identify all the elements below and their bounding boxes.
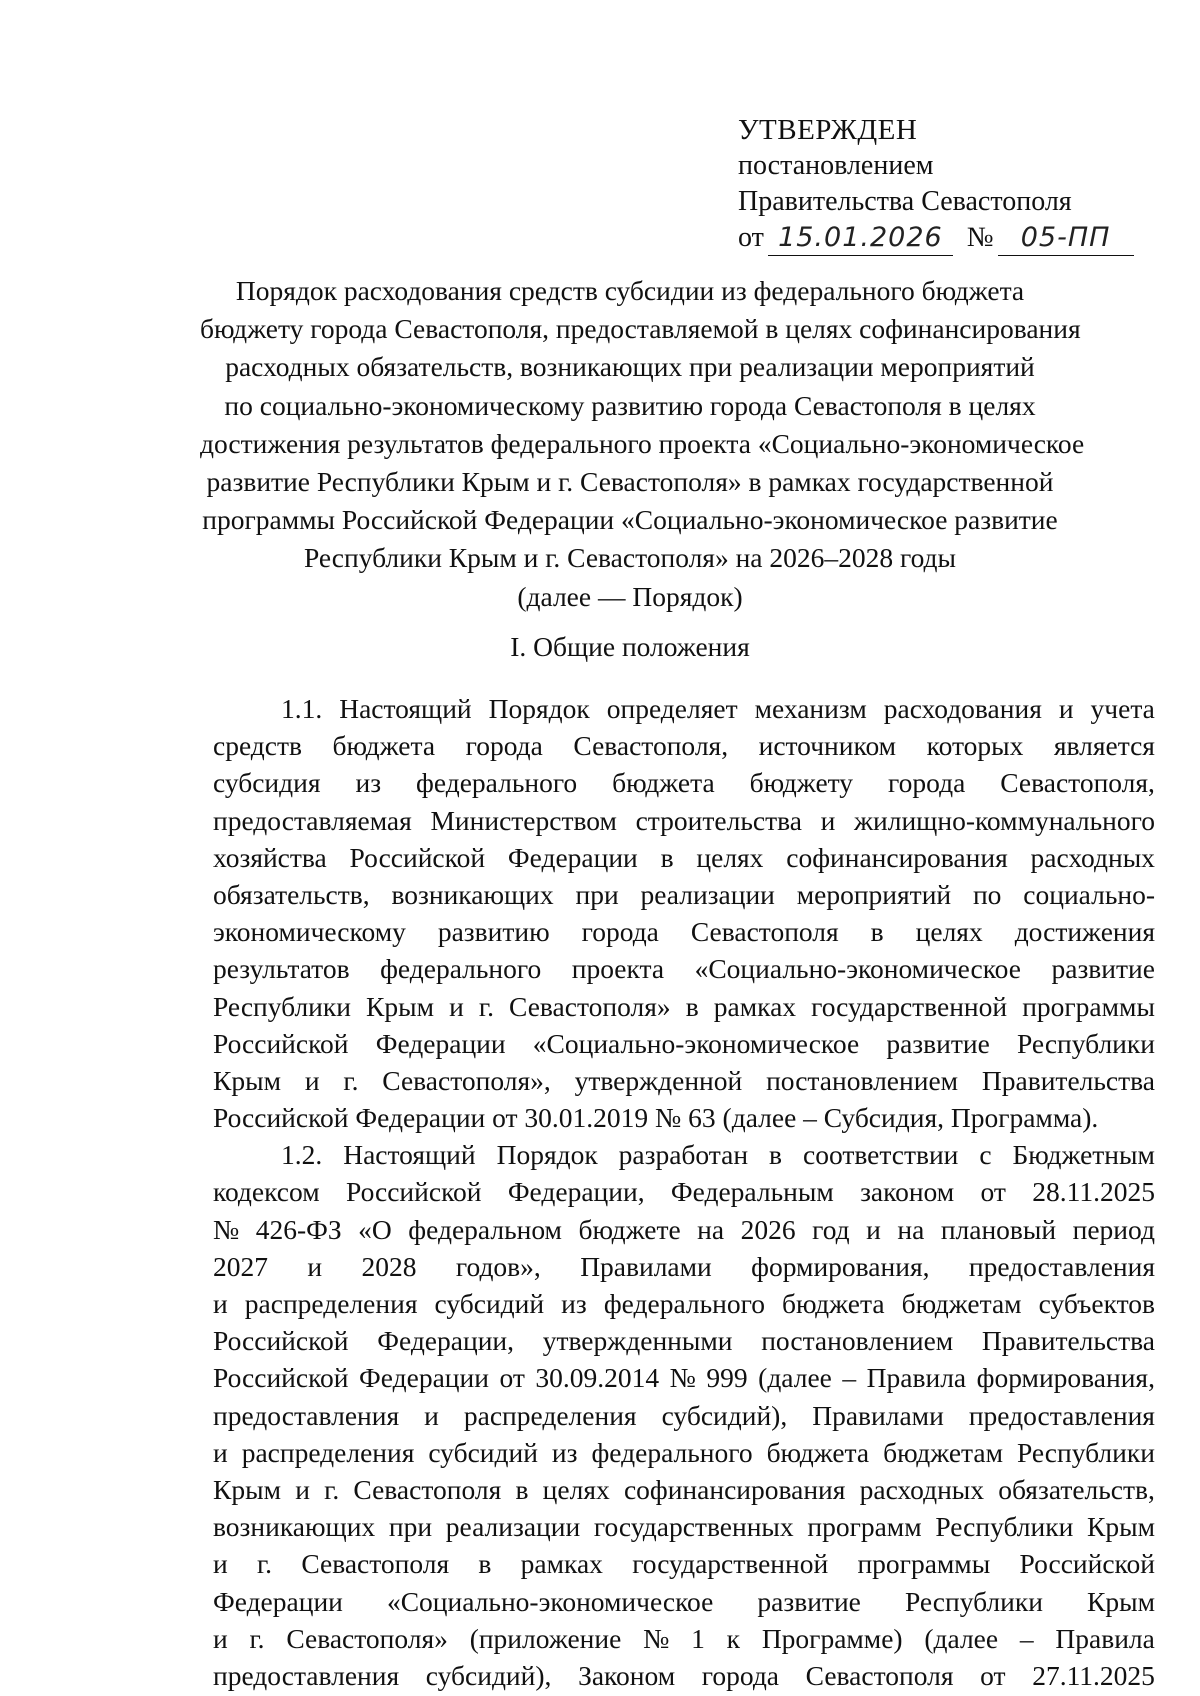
word: Программе) — [761, 1622, 903, 1654]
body-line — [213, 988, 1155, 1025]
body-line — [213, 1545, 1155, 1582]
body-line — [213, 802, 1155, 839]
word: расходных — [1030, 841, 1155, 873]
body-line — [213, 1508, 1155, 1545]
word: в — [685, 990, 699, 1022]
word: Крым — [213, 1473, 281, 1505]
word: Севастополя, — [573, 730, 729, 762]
word: субсидий — [428, 1436, 538, 1468]
title-line: Порядок расходования средств субсидии из федерального бюджета — [235, 275, 1025, 306]
word: возникающих — [391, 878, 554, 910]
word: Правительства — [981, 1064, 1155, 1096]
word: Российской — [213, 1325, 349, 1357]
word: по — [972, 878, 1002, 910]
handwritten-date: 15.01.2026 — [778, 222, 943, 253]
word: в — [870, 916, 884, 948]
word: города — [465, 730, 543, 762]
word: 2026 — [740, 1213, 796, 1245]
word: Республики — [904, 1585, 1043, 1617]
word: государственной — [811, 990, 1008, 1022]
word: софинансирования — [623, 1473, 846, 1505]
word: средств — [213, 730, 302, 762]
word: при — [388, 1511, 433, 1543]
word: бюджетам — [901, 1288, 1022, 1319]
word: мероприятий — [796, 878, 952, 910]
number-field — [998, 223, 1134, 256]
word: целях — [915, 916, 983, 948]
body-line — [213, 913, 1155, 950]
word: расходования — [883, 693, 1042, 724]
word: в — [660, 841, 674, 873]
word: распределения — [463, 1399, 637, 1431]
word: субсидий), — [425, 1659, 552, 1691]
word: Севастополя, — [1000, 767, 1155, 799]
word: проекта — [571, 953, 665, 985]
word: «Социально-экономическое — [694, 953, 1021, 985]
word: и — [1058, 693, 1074, 724]
word: № — [643, 1622, 670, 1654]
document-body — [213, 690, 1155, 1694]
word: и — [424, 1399, 439, 1431]
word: и — [307, 1250, 323, 1282]
body-line — [213, 876, 1155, 913]
word: субсидия — [213, 767, 321, 799]
word: Севастополя — [805, 1659, 954, 1691]
word: федерального — [416, 767, 578, 799]
word: результатов — [213, 953, 350, 985]
body-line — [213, 1062, 1155, 1099]
title-line: Республики Крым и г. Севастополя» на 2026–2028 годы — [303, 542, 957, 574]
word: расходных — [859, 1473, 985, 1505]
word: бюджете — [578, 1213, 681, 1245]
word: от — [980, 1659, 1006, 1691]
word: Российской — [1019, 1548, 1155, 1580]
word: Правилами — [812, 1399, 944, 1431]
document-title — [200, 272, 1085, 616]
body-line — [213, 1359, 1155, 1396]
word: предоставления — [968, 1250, 1155, 1282]
word: в — [478, 1548, 492, 1580]
word: субъектов — [1038, 1288, 1155, 1319]
body-line — [213, 690, 1155, 727]
word: и — [213, 1436, 228, 1468]
word: разработан — [618, 1139, 749, 1171]
approval-date-number — [738, 220, 1134, 256]
body-line — [213, 1136, 1155, 1173]
word: источником — [758, 730, 897, 762]
word: 2028 — [361, 1250, 417, 1282]
date-field — [768, 223, 953, 256]
body-line — [213, 1285, 1155, 1322]
word: Российской — [349, 841, 486, 873]
handwritten-number: 05-ПП — [1020, 222, 1111, 253]
word: на — [897, 1213, 925, 1245]
title-line: программы Российской Федерации «Социально-экономическое развитие — [202, 504, 1058, 536]
paragraph-1-1 — [213, 690, 1155, 1136]
word: постановлением — [761, 1325, 954, 1357]
title-line: по социально-экономическому развитию города Севастополя в целях — [224, 389, 1036, 421]
word: бюджетам — [883, 1436, 1004, 1468]
word: 1 — [691, 1622, 705, 1654]
approval-heading: УТВЕРЖДЕН — [738, 114, 918, 146]
word: Российской — [213, 1362, 349, 1394]
word: Крым — [366, 990, 435, 1022]
word: Федерации — [213, 1585, 343, 1617]
word: (приложение — [469, 1622, 622, 1654]
word: Крым — [1087, 1585, 1155, 1617]
word: и — [213, 1288, 228, 1319]
word: 30.09.2014 — [535, 1362, 660, 1394]
word: города — [888, 767, 966, 799]
approval-block — [738, 112, 1134, 256]
word: и — [213, 1548, 228, 1580]
word: Республики — [935, 1511, 1074, 1543]
body-line — [213, 1025, 1155, 1062]
word: Республики — [1017, 1027, 1155, 1059]
word: государственных — [593, 1511, 794, 1543]
word: № — [213, 1213, 240, 1245]
word: Настоящий — [339, 693, 472, 724]
word: – — [842, 1362, 857, 1394]
word: федерального — [591, 1436, 753, 1468]
word: период — [1072, 1213, 1155, 1245]
title-line: расходных обязательств, возникающих при реализации мероприятий — [225, 351, 1035, 383]
word: из — [355, 767, 382, 799]
word: г. — [343, 1064, 359, 1096]
word: Федерации, — [377, 1325, 514, 1357]
word: бюджета — [332, 730, 436, 762]
body-line — [213, 1434, 1155, 1471]
word: Севастополя — [353, 1473, 502, 1505]
word: программы — [1022, 990, 1155, 1022]
word: (далее — [758, 1362, 832, 1394]
section-heading: I. Общие положения — [510, 631, 750, 662]
word: год — [812, 1213, 850, 1245]
word: 28.11.2025 — [1032, 1176, 1155, 1208]
word: реализации — [445, 1511, 581, 1543]
word: соответствии — [803, 1139, 959, 1171]
word: Федеральным — [670, 1176, 834, 1208]
word: годов», — [455, 1250, 541, 1282]
word: социально- — [1023, 878, 1155, 910]
word: распределения — [244, 1288, 418, 1319]
word: определяет — [606, 693, 738, 724]
word: Севастополя», — [382, 1064, 551, 1096]
word: законом — [860, 1176, 955, 1208]
word: строительства — [635, 804, 802, 836]
word: Республики — [213, 990, 351, 1022]
body-line — [213, 1657, 1155, 1694]
word: Бюджетным — [1012, 1139, 1155, 1171]
word: – — [1019, 1622, 1034, 1654]
word: «Социально-экономическое — [532, 1027, 860, 1059]
word: предоставления — [213, 1399, 400, 1431]
word: Республики — [1016, 1436, 1155, 1468]
body-line — [213, 1248, 1155, 1285]
word: Российской — [345, 1176, 482, 1208]
word: Крым — [1087, 1511, 1155, 1543]
word: обязательств, — [998, 1473, 1155, 1505]
number-sign: № — [966, 222, 994, 253]
word: Федерации — [359, 1362, 489, 1394]
word: из — [551, 1436, 578, 1468]
word: предоставляемая — [213, 804, 412, 836]
body-line — [213, 764, 1155, 801]
word: Законом — [578, 1659, 676, 1691]
body-line — [213, 839, 1155, 876]
word: развитию — [437, 916, 550, 948]
word: города — [701, 1659, 780, 1691]
word: постановлением — [766, 1064, 959, 1096]
word: субсидий — [434, 1288, 545, 1319]
word: и — [866, 1213, 881, 1245]
word: предоставления — [213, 1659, 400, 1691]
word: бюджета — [782, 1288, 885, 1319]
word: софинансирования — [786, 841, 1008, 873]
word: Федерации — [507, 841, 638, 873]
word: в — [769, 1139, 783, 1171]
body-line: Российской Федерации от 30.01.2019 № 63 (далее – Субсидия, Программа). — [213, 1102, 1099, 1134]
word: с — [979, 1139, 992, 1171]
word: развитие — [757, 1585, 861, 1617]
word: которых — [926, 730, 1024, 762]
word: города — [581, 916, 659, 948]
word: Севастополя» — [509, 990, 671, 1022]
word: Севастополя — [690, 916, 839, 948]
title-line: развитие Республики Крым и г. Севастополя» в рамках государственной — [206, 466, 1054, 498]
word: Порядок — [496, 1139, 598, 1171]
word: и — [213, 1622, 228, 1654]
word: является — [1053, 730, 1155, 762]
word: программы — [857, 1548, 991, 1580]
word: «О — [358, 1213, 392, 1245]
word: на — [697, 1213, 725, 1245]
word: 2027 — [213, 1250, 268, 1282]
body-line — [213, 1173, 1155, 1210]
word: механизм — [754, 693, 867, 724]
word: 426-ФЗ — [255, 1213, 342, 1245]
title-line: (далее — Порядок) — [517, 580, 743, 612]
body-line — [213, 1620, 1155, 1657]
word: экономическому — [213, 916, 406, 948]
word: программ — [807, 1511, 922, 1543]
word: субсидий), — [661, 1399, 788, 1431]
word: кодексом — [213, 1176, 320, 1208]
word: г. — [249, 1622, 265, 1654]
paragraph-1-2 — [213, 1136, 1155, 1694]
word: от — [499, 1362, 525, 1394]
body-line — [213, 1583, 1155, 1620]
word: 1.2. — [281, 1139, 323, 1171]
word: Севастополя» — [286, 1622, 448, 1654]
word: Крым — [213, 1064, 281, 1096]
word: г. — [256, 1548, 273, 1580]
word: учета — [1090, 693, 1155, 724]
word: развитие — [1051, 953, 1155, 985]
word: Российской — [213, 1027, 349, 1059]
word: предоставления — [968, 1399, 1155, 1431]
word: Министерством — [430, 804, 617, 836]
word: и — [449, 990, 464, 1022]
word: при — [575, 878, 619, 910]
word: 999 — [706, 1362, 748, 1394]
body-line — [213, 1471, 1155, 1508]
word: федерального — [603, 1288, 765, 1319]
body-line — [213, 727, 1155, 764]
word: формирования, — [976, 1362, 1155, 1394]
word: Правила — [866, 1362, 967, 1394]
word: и — [304, 1064, 320, 1096]
word: бюджету — [749, 767, 854, 799]
word: 27.11.2025 — [1032, 1659, 1155, 1691]
word: Федерации — [375, 1027, 506, 1059]
word: развитие — [886, 1027, 990, 1059]
word: Правительства — [981, 1325, 1155, 1357]
word: обязательств, — [213, 878, 370, 910]
word: 1.1. — [281, 693, 323, 724]
word: формирования, — [751, 1250, 930, 1282]
body-line — [213, 1397, 1155, 1434]
word: Федерации, — [507, 1176, 645, 1208]
word: Настоящий — [343, 1139, 476, 1171]
title-line: достижения результатов федерального проекта «Социально-экономическое — [200, 427, 1085, 459]
word: и — [295, 1473, 310, 1505]
body-line — [213, 1322, 1155, 1359]
word: рамках — [520, 1548, 603, 1580]
word: от — [980, 1176, 1006, 1208]
word: бюджета — [766, 1436, 870, 1468]
approval-line-1: постановлением — [738, 150, 934, 181]
word: г. — [478, 990, 494, 1022]
word: распределения — [241, 1436, 415, 1468]
word: в — [515, 1473, 529, 1505]
word: возникающих — [213, 1511, 376, 1543]
word: федеральном — [408, 1213, 562, 1245]
word: к — [726, 1622, 741, 1654]
word: № — [669, 1362, 696, 1394]
word: федерального — [380, 953, 542, 985]
word: г. — [324, 1473, 340, 1505]
word: утвержденной — [574, 1064, 743, 1096]
word: целях — [696, 841, 764, 873]
word: из — [561, 1288, 587, 1319]
word: плановый — [940, 1213, 1057, 1245]
word: утвержденными — [542, 1325, 733, 1357]
word: рамках — [713, 990, 797, 1022]
approval-line-2: Правительства Севастополя — [738, 186, 1072, 217]
word: Порядок — [488, 693, 590, 724]
date-prefix: от — [738, 222, 764, 253]
word: «Социально-экономическое — [386, 1585, 714, 1617]
word: Правилами — [580, 1250, 712, 1282]
word: (далее — [924, 1622, 999, 1654]
word: хозяйства — [213, 841, 327, 873]
word: бюджета — [612, 767, 715, 799]
word: реализации — [640, 878, 775, 910]
body-line — [213, 950, 1155, 987]
word: достижения — [1014, 916, 1155, 948]
word: жилищно-коммунального — [854, 804, 1155, 836]
word: государственной — [632, 1548, 829, 1580]
word: Севастополя — [301, 1548, 450, 1580]
word: Правила — [1055, 1622, 1155, 1654]
word: целях — [542, 1473, 610, 1505]
body-line — [213, 1211, 1155, 1248]
title-line: бюджету города Севастополя, предоставляемой в целях софинансирования — [200, 313, 1081, 345]
word: и — [820, 804, 836, 836]
